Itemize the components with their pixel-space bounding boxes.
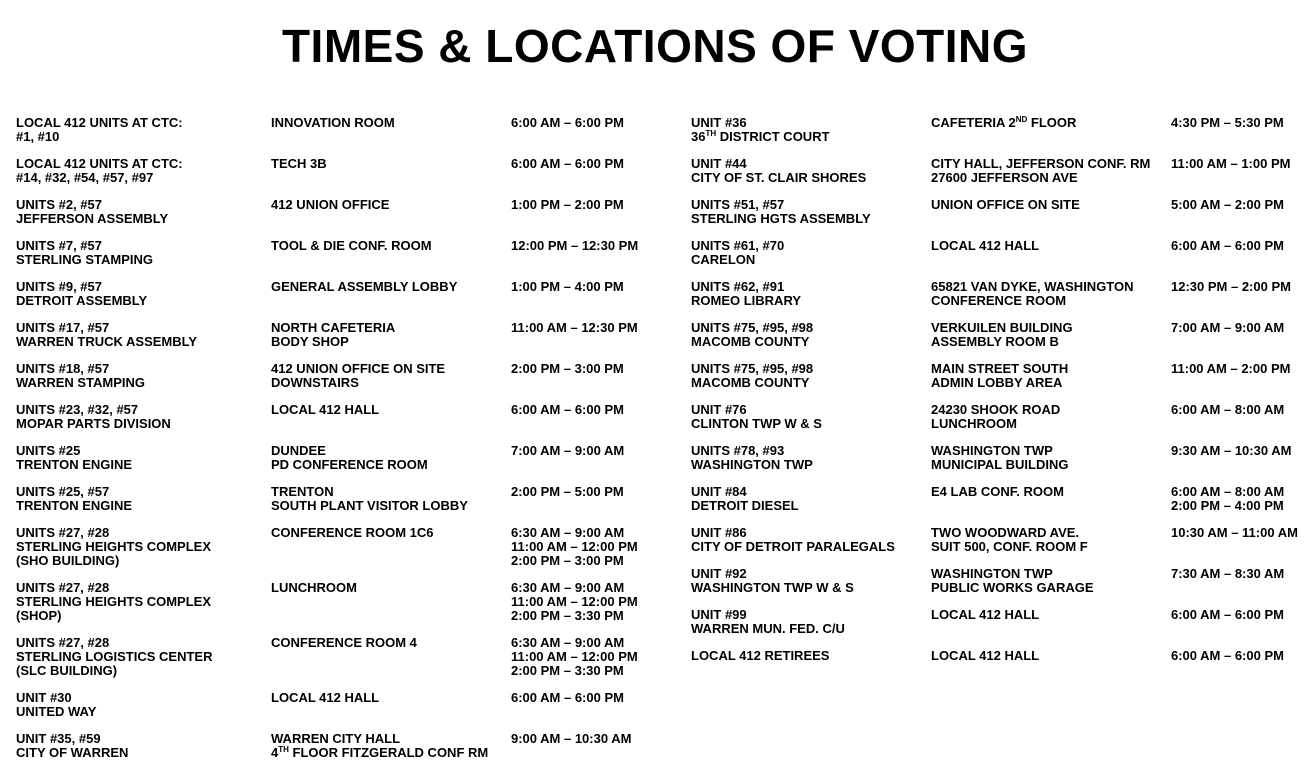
time-cell bbox=[1171, 444, 1291, 458]
location-cell bbox=[931, 485, 1064, 499]
location-cell bbox=[931, 198, 1080, 212]
unit-cell-line: UNITS #27, #28 bbox=[16, 525, 110, 540]
time-cell bbox=[511, 403, 624, 417]
location-cell bbox=[271, 198, 389, 212]
location-cell-line: MAIN STREET SOUTH bbox=[931, 361, 1069, 376]
time-cell-line: 11:00 AM – 1:00 PM bbox=[1171, 156, 1291, 171]
unit-cell-line: UNITS #25, #57 bbox=[16, 484, 110, 499]
location-cell-line: DOWNSTAIRS bbox=[271, 375, 359, 390]
location-cell bbox=[931, 321, 1073, 349]
unit-cell bbox=[16, 116, 183, 144]
unit-cell-line: STERLING HGTS ASSEMBLY bbox=[691, 211, 871, 226]
unit-cell-line: UNITS #23, #32, #57 bbox=[16, 402, 139, 417]
time-cell bbox=[1171, 157, 1290, 171]
location-cell bbox=[271, 732, 488, 760]
location-cell bbox=[931, 239, 1039, 253]
unit-cell-line: UNITS #9, #57 bbox=[16, 279, 102, 294]
time-cell-line: 1:00 PM – 2:00 PM bbox=[511, 197, 624, 212]
location-cell-line: CONFERENCE ROOM bbox=[931, 293, 1067, 308]
unit-cell-line: UNIT #35, #59 bbox=[16, 731, 101, 746]
location-cell-line: SUIT 500, CONF. ROOM F bbox=[931, 539, 1088, 554]
unit-cell-line: UNIT #76 bbox=[691, 402, 747, 417]
unit-cell-line: (SHOP) bbox=[16, 608, 62, 623]
time-cell-line: 6:00 AM – 6:00 PM bbox=[511, 402, 624, 417]
location-cell-line: TRENTON bbox=[271, 484, 334, 499]
unit-cell-line: WARREN TRUCK ASSEMBLY bbox=[16, 334, 198, 349]
location-cell-line: CAFETERIA 2ND FLOOR bbox=[931, 115, 1077, 130]
time-cell-line: 6:00 AM – 6:00 PM bbox=[511, 115, 624, 130]
location-cell bbox=[931, 444, 1068, 472]
time-cell bbox=[1171, 239, 1284, 253]
unit-cell-line: CITY OF ST. CLAIR SHORES bbox=[691, 170, 867, 185]
location-cell-line: LUNCHROOM bbox=[931, 416, 1017, 431]
unit-cell-line: UNITS #27, #28 bbox=[16, 580, 110, 595]
time-cell-line: 7:30 AM – 8:30 AM bbox=[1171, 566, 1285, 581]
unit-cell-line: UNITS #75, #95, #98 bbox=[691, 320, 814, 335]
unit-cell-line: 36TH DISTRICT COURT bbox=[691, 129, 830, 144]
location-cell-line: LOCAL 412 HALL bbox=[931, 607, 1040, 622]
unit-cell bbox=[691, 485, 799, 513]
unit-cell bbox=[16, 526, 211, 568]
unit-cell-line: UNITS #18, #57 bbox=[16, 361, 110, 376]
time-cell bbox=[511, 526, 638, 568]
time-cell bbox=[511, 581, 638, 623]
unit-cell bbox=[691, 608, 845, 636]
unit-cell-line: UNITED WAY bbox=[16, 704, 97, 719]
time-cell-line: 6:00 AM – 6:00 PM bbox=[511, 690, 624, 705]
unit-cell-line: CITY OF WARREN bbox=[16, 745, 129, 760]
unit-cell-line: STERLING HEIGHTS COMPLEX bbox=[16, 594, 212, 609]
time-cell bbox=[511, 198, 624, 212]
location-cell bbox=[271, 280, 457, 294]
time-cell-line: 11:00 AM – 2:00 PM bbox=[1171, 361, 1291, 376]
time-cell-line: 2:00 PM – 3:30 PM bbox=[511, 608, 624, 623]
location-cell-line: TOOL & DIE CONF. ROOM bbox=[271, 238, 432, 253]
time-cell bbox=[511, 485, 624, 499]
unit-cell-line: ROMEO LIBRARY bbox=[691, 293, 802, 308]
unit-cell-line: WASHINGTON TWP bbox=[691, 457, 813, 472]
location-cell-line: LUNCHROOM bbox=[271, 580, 357, 595]
location-cell bbox=[931, 116, 1076, 130]
location-cell bbox=[931, 157, 1150, 185]
location-cell-line: CONFERENCE ROOM 1C6 bbox=[271, 525, 434, 540]
location-cell bbox=[931, 608, 1039, 622]
time-cell-line: 12:00 PM – 12:30 PM bbox=[511, 238, 639, 253]
time-cell-line: 2:00 PM – 3:00 PM bbox=[511, 361, 624, 376]
time-cell-line: 6:00 AM – 8:00 AM bbox=[1171, 484, 1285, 499]
unit-cell bbox=[16, 732, 128, 760]
unit-cell-line: UNIT #44 bbox=[691, 156, 747, 171]
location-cell-line: MUNICIPAL BUILDING bbox=[931, 457, 1069, 472]
unit-cell-line: LOCAL 412 UNITS AT CTC: bbox=[16, 115, 183, 130]
location-cell-line: TWO WOODWARD AVE. bbox=[931, 525, 1080, 540]
time-cell bbox=[511, 362, 624, 376]
unit-cell-line: UNIT #86 bbox=[691, 525, 747, 540]
location-cell-line: LOCAL 412 HALL bbox=[271, 690, 380, 705]
time-cell bbox=[1171, 116, 1284, 130]
time-cell bbox=[511, 157, 624, 171]
time-cell-line: 6:30 AM – 9:00 AM bbox=[511, 525, 625, 540]
location-cell-line: LOCAL 412 HALL bbox=[931, 648, 1040, 663]
location-cell-line: BODY SHOP bbox=[271, 334, 349, 349]
unit-cell-line: UNIT #36 bbox=[691, 115, 747, 130]
location-cell bbox=[931, 362, 1068, 390]
time-cell bbox=[511, 280, 624, 294]
location-cell-line: UNION OFFICE ON SITE bbox=[931, 197, 1080, 212]
unit-cell-line: WARREN MUN. FED. C/U bbox=[691, 621, 845, 636]
time-cell-line: 2:00 PM – 5:00 PM bbox=[511, 484, 624, 499]
unit-cell bbox=[16, 485, 132, 513]
location-cell-line: WASHINGTON TWP bbox=[931, 566, 1053, 581]
time-cell bbox=[511, 444, 624, 458]
location-cell-line: INNOVATION ROOM bbox=[271, 115, 395, 130]
location-cell-line: 65821 VAN DYKE, WASHINGTON bbox=[931, 279, 1134, 294]
time-cell-line: 6:30 AM – 9:00 AM bbox=[511, 635, 625, 650]
location-cell-line: GENERAL ASSEMBLY LOBBY bbox=[271, 279, 458, 294]
time-cell-line: 11:00 AM – 12:00 PM bbox=[511, 539, 638, 554]
page-title: TIMES & LOCATIONS OF VOTING bbox=[281, 20, 1029, 72]
time-cell bbox=[1171, 403, 1284, 417]
unit-cell-line: CARELON bbox=[691, 252, 756, 267]
time-cell-line: 6:00 AM – 6:00 PM bbox=[1171, 607, 1284, 622]
location-cell-line: 24230 SHOOK ROAD bbox=[931, 402, 1061, 417]
location-cell bbox=[271, 362, 445, 390]
location-cell-line: CONFERENCE ROOM 4 bbox=[271, 635, 417, 650]
location-cell bbox=[271, 485, 468, 513]
unit-cell-line: (SHO BUILDING) bbox=[16, 553, 120, 568]
unit-cell-line: MACOMB COUNTY bbox=[691, 375, 810, 390]
unit-cell bbox=[16, 239, 153, 267]
time-cell-line: 1:00 PM – 4:00 PM bbox=[511, 279, 624, 294]
unit-cell-line: UNIT #30 bbox=[16, 690, 72, 705]
location-cell-line: 27600 JEFFERSON AVE bbox=[931, 170, 1078, 185]
unit-cell-line: WARREN STAMPING bbox=[16, 375, 146, 390]
unit-cell bbox=[16, 581, 211, 623]
unit-cell-line: #14, #32, #54, #57, #97 bbox=[16, 170, 154, 185]
location-cell bbox=[931, 567, 1094, 595]
unit-cell bbox=[691, 649, 829, 663]
unit-cell bbox=[691, 403, 822, 431]
time-cell-line: 11:00 AM – 12:30 PM bbox=[511, 320, 638, 335]
location-cell bbox=[271, 321, 395, 349]
unit-cell-line: STERLING LOGISTICS CENTER bbox=[16, 649, 213, 664]
time-cell bbox=[1171, 280, 1291, 294]
location-cell bbox=[931, 649, 1039, 663]
unit-cell bbox=[16, 403, 171, 431]
location-cell bbox=[931, 526, 1088, 554]
unit-cell bbox=[16, 198, 168, 226]
unit-cell bbox=[691, 239, 784, 267]
location-cell-line: 412 UNION OFFICE bbox=[271, 197, 390, 212]
time-cell bbox=[511, 636, 638, 678]
unit-cell bbox=[16, 321, 197, 349]
unit-cell-line: UNITS #51, #57 bbox=[691, 197, 785, 212]
unit-cell-line: CLINTON TWP W & S bbox=[691, 416, 822, 431]
location-cell bbox=[271, 116, 395, 130]
unit-cell-line: STERLING STAMPING bbox=[16, 252, 153, 267]
location-cell bbox=[271, 239, 432, 253]
location-cell-line: WARREN CITY HALL bbox=[271, 731, 401, 746]
location-cell-line: TECH 3B bbox=[271, 156, 327, 171]
unit-cell bbox=[691, 526, 895, 554]
unit-cell-line: MOPAR PARTS DIVISION bbox=[16, 416, 171, 431]
time-cell-line: 9:30 AM – 10:30 AM bbox=[1171, 443, 1292, 458]
unit-cell bbox=[16, 280, 147, 308]
unit-cell-line: (SLC BUILDING) bbox=[16, 663, 118, 678]
location-cell-line: SOUTH PLANT VISITOR LOBBY bbox=[271, 498, 468, 513]
unit-cell-line: UNIT #92 bbox=[691, 566, 747, 581]
time-cell-line: 4:30 PM – 5:30 PM bbox=[1171, 115, 1284, 130]
time-cell bbox=[1171, 321, 1284, 335]
unit-cell-line: UNITS #2, #57 bbox=[16, 197, 102, 212]
location-cell-line: WASHINGTON TWP bbox=[931, 443, 1053, 458]
unit-cell-line: CITY OF DETROIT PARALEGALS bbox=[691, 539, 895, 554]
unit-cell-line: UNITS #75, #95, #98 bbox=[691, 361, 814, 376]
unit-cell bbox=[691, 280, 801, 308]
location-cell-line: PD CONFERENCE ROOM bbox=[271, 457, 428, 472]
location-cell bbox=[271, 636, 417, 650]
location-cell-line: E4 LAB CONF. ROOM bbox=[931, 484, 1064, 499]
location-cell-line: PUBLIC WORKS GARAGE bbox=[931, 580, 1094, 595]
unit-cell-line: UNITS #62, #91 bbox=[691, 279, 785, 294]
time-cell-line: 6:30 AM – 9:00 AM bbox=[511, 580, 625, 595]
unit-cell-line: UNIT #84 bbox=[691, 484, 747, 499]
unit-cell-line: #1, #10 bbox=[16, 129, 60, 144]
unit-cell bbox=[691, 362, 813, 390]
unit-cell-line: TRENTON ENGINE bbox=[16, 498, 133, 513]
location-cell bbox=[271, 691, 379, 705]
time-cell bbox=[511, 732, 631, 746]
unit-cell bbox=[16, 691, 96, 719]
time-cell-line: 6:00 AM – 8:00 AM bbox=[1171, 402, 1285, 417]
time-cell-line: 12:30 PM – 2:00 PM bbox=[1171, 279, 1291, 294]
location-cell-line: ADMIN LOBBY AREA bbox=[931, 375, 1063, 390]
unit-cell-line: UNITS #7, #57 bbox=[16, 238, 102, 253]
time-cell-line: 2:00 PM – 3:00 PM bbox=[511, 553, 624, 568]
time-cell bbox=[511, 321, 638, 335]
unit-cell-line: WASHINGTON TWP W & S bbox=[691, 580, 854, 595]
location-cell bbox=[271, 444, 428, 472]
time-cell bbox=[1171, 485, 1284, 513]
time-cell-line: 6:00 AM – 6:00 PM bbox=[511, 156, 624, 171]
location-cell-line: NORTH CAFETERIA bbox=[271, 320, 396, 335]
location-cell bbox=[271, 157, 327, 171]
unit-cell bbox=[16, 444, 132, 472]
time-cell-line: 9:00 AM – 10:30 AM bbox=[511, 731, 632, 746]
unit-cell-line: LOCAL 412 RETIREES bbox=[691, 648, 830, 663]
unit-cell bbox=[16, 157, 183, 185]
unit-cell bbox=[691, 198, 871, 226]
location-cell-line: 412 UNION OFFICE ON SITE bbox=[271, 361, 446, 376]
time-cell bbox=[1171, 567, 1284, 581]
location-cell bbox=[271, 581, 357, 595]
time-cell-line: 7:00 AM – 9:00 AM bbox=[511, 443, 625, 458]
unit-cell bbox=[691, 116, 830, 144]
unit-cell bbox=[691, 444, 813, 472]
time-cell bbox=[511, 116, 624, 130]
time-cell bbox=[1171, 608, 1284, 622]
time-cell-line: 7:00 AM – 9:00 AM bbox=[1171, 320, 1285, 335]
time-cell bbox=[1171, 649, 1284, 663]
unit-cell-line: UNITS #78, #93 bbox=[691, 443, 785, 458]
time-cell-line: 10:30 AM – 11:00 AM bbox=[1171, 525, 1298, 540]
unit-cell bbox=[691, 157, 866, 185]
unit-cell bbox=[691, 567, 854, 595]
unit-cell-line: DETROIT DIESEL bbox=[691, 498, 799, 513]
location-cell-line: 4TH FLOOR FITZGERALD CONF RM bbox=[271, 745, 489, 760]
time-cell-line: 6:00 AM – 6:00 PM bbox=[1171, 238, 1284, 253]
location-cell-line: ASSEMBLY ROOM B bbox=[931, 334, 1059, 349]
time-cell-line: 6:00 AM – 6:00 PM bbox=[1171, 648, 1284, 663]
time-cell-line: 11:00 AM – 12:00 PM bbox=[511, 649, 638, 664]
location-cell bbox=[931, 280, 1134, 308]
time-cell bbox=[1171, 198, 1284, 212]
unit-cell-line: TRENTON ENGINE bbox=[16, 457, 133, 472]
location-cell bbox=[271, 403, 379, 417]
unit-cell-line: JEFFERSON ASSEMBLY bbox=[16, 211, 169, 226]
time-cell-line: 2:00 PM – 4:00 PM bbox=[1171, 498, 1284, 513]
time-cell bbox=[511, 239, 638, 253]
location-cell bbox=[271, 526, 434, 540]
unit-cell-line: UNITS #17, #57 bbox=[16, 320, 110, 335]
time-cell-line: 2:00 PM – 3:30 PM bbox=[511, 663, 624, 678]
unit-cell-line: LOCAL 412 UNITS AT CTC: bbox=[16, 156, 183, 171]
unit-cell-line: UNIT #99 bbox=[691, 607, 747, 622]
unit-cell-line: MACOMB COUNTY bbox=[691, 334, 810, 349]
unit-cell-line: STERLING HEIGHTS COMPLEX bbox=[16, 539, 212, 554]
location-cell-line: LOCAL 412 HALL bbox=[931, 238, 1040, 253]
unit-cell-line: DETROIT ASSEMBLY bbox=[16, 293, 148, 308]
location-cell-line: LOCAL 412 HALL bbox=[271, 402, 380, 417]
location-cell-line: DUNDEE bbox=[271, 443, 326, 458]
time-cell bbox=[1171, 526, 1298, 540]
unit-cell-line: UNITS #27, #28 bbox=[16, 635, 110, 650]
unit-cell bbox=[16, 636, 212, 678]
time-cell bbox=[511, 691, 624, 705]
location-cell-line: VERKUILEN BUILDING bbox=[931, 320, 1073, 335]
unit-cell-line: UNITS #61, #70 bbox=[691, 238, 785, 253]
unit-cell-line: UNITS #25 bbox=[16, 443, 81, 458]
unit-cell bbox=[691, 321, 813, 349]
time-cell-line: 5:00 AM – 2:00 PM bbox=[1171, 197, 1284, 212]
time-cell-line: 11:00 AM – 12:00 PM bbox=[511, 594, 638, 609]
time-cell bbox=[1171, 362, 1290, 376]
location-cell bbox=[931, 403, 1060, 431]
location-cell-line: CITY HALL, JEFFERSON CONF. RM bbox=[931, 156, 1151, 171]
unit-cell bbox=[16, 362, 145, 390]
